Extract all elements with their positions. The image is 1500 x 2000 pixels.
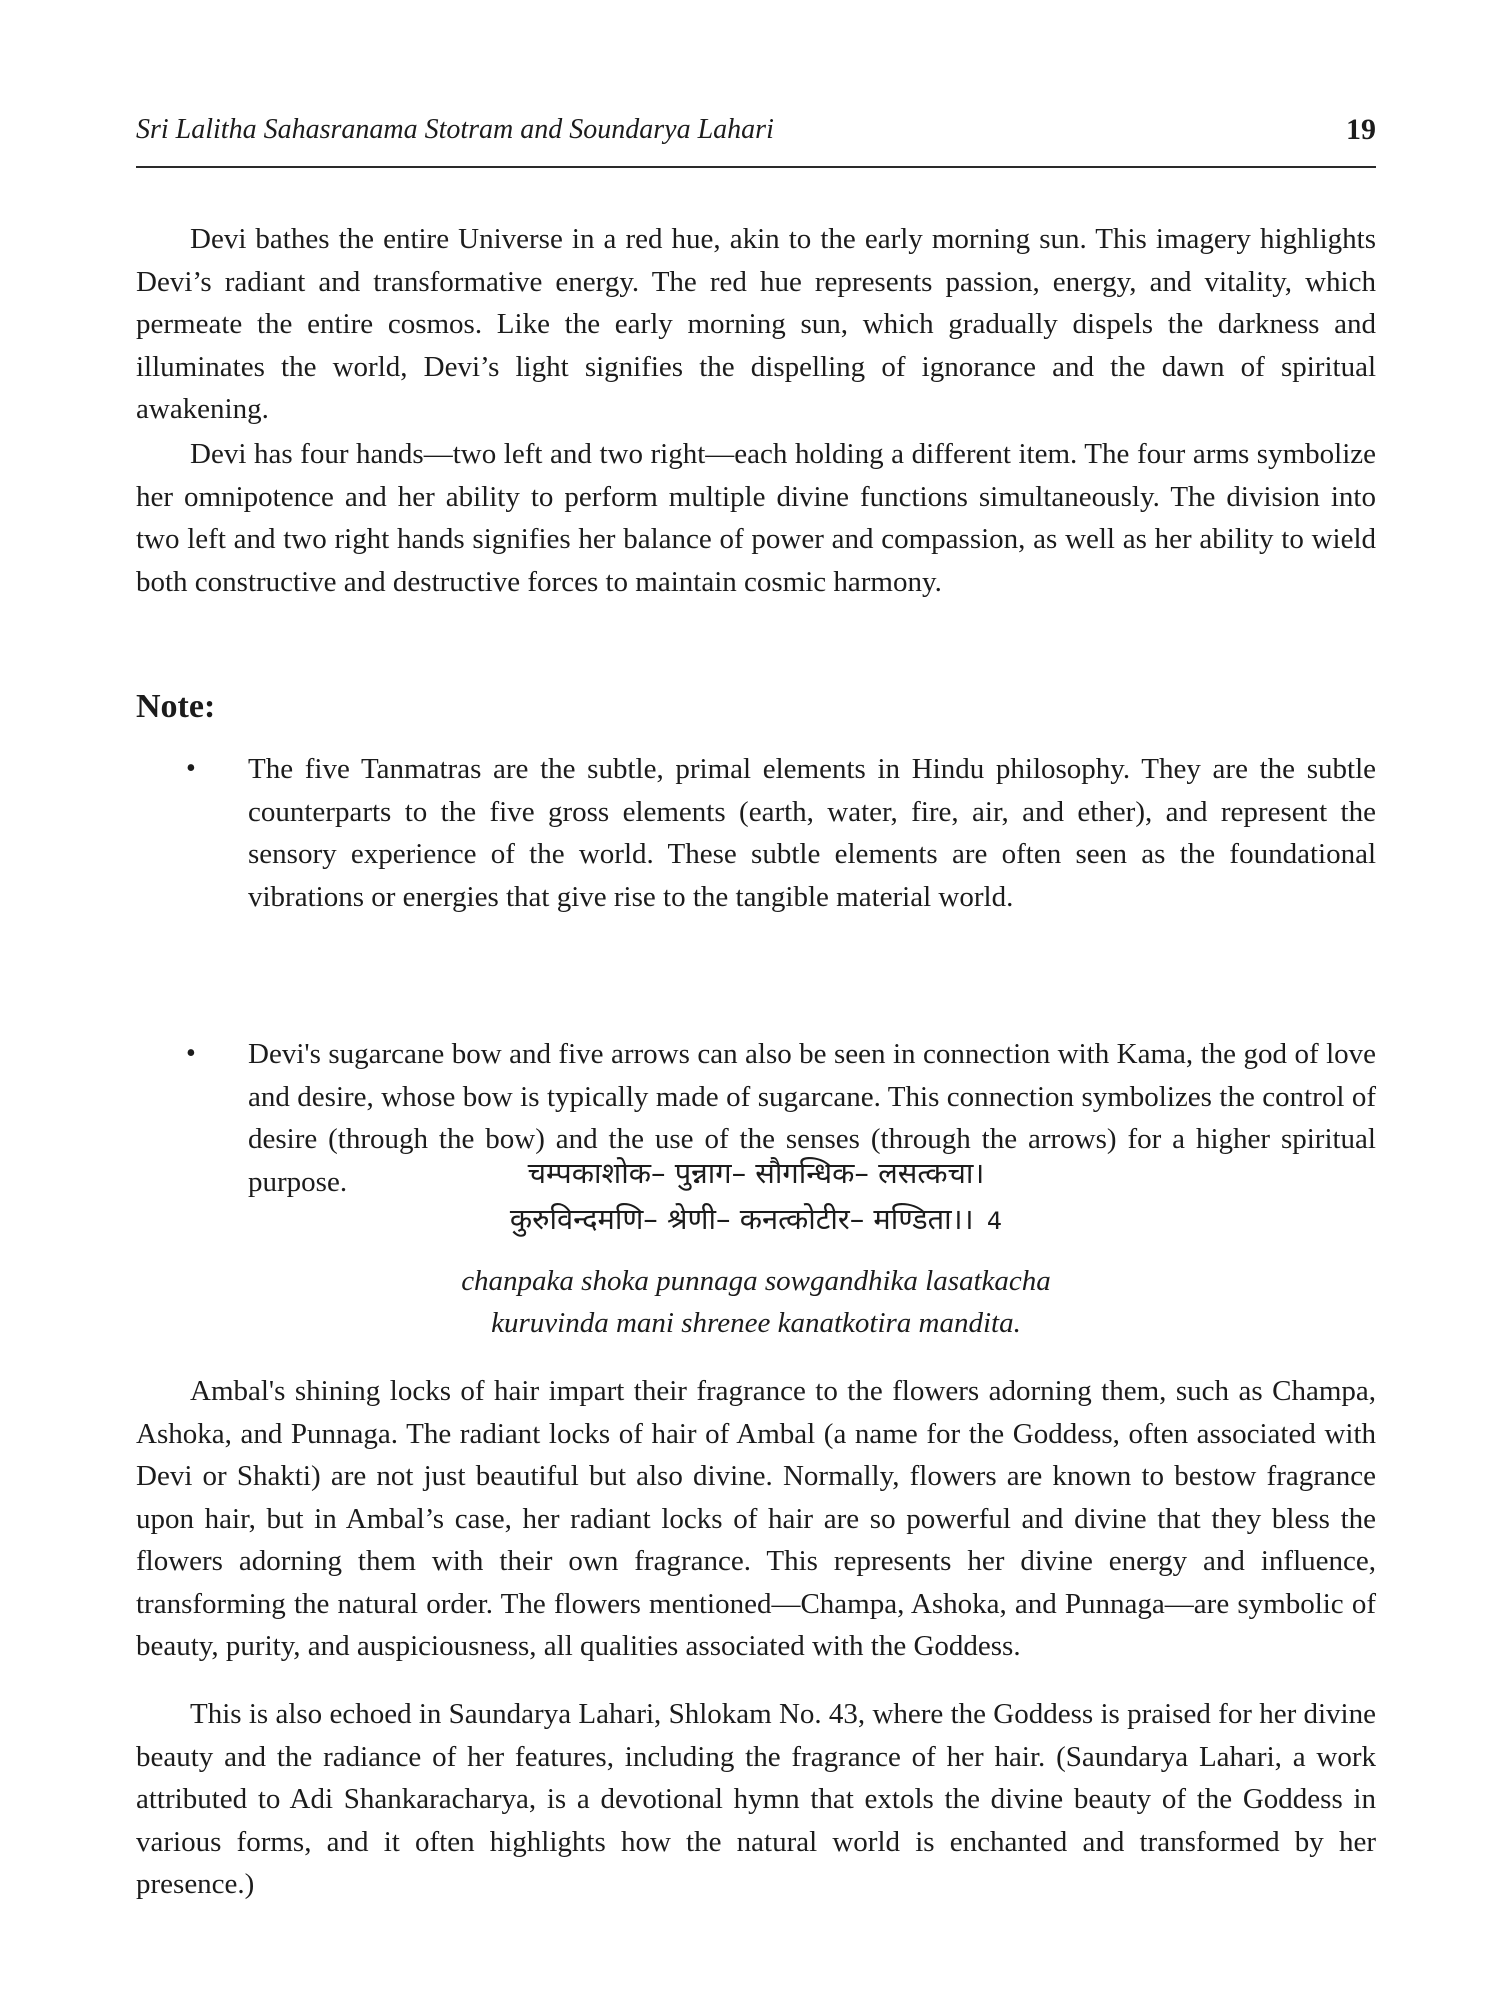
sanskrit-line-2-text: कुरुविन्दमणि– श्रेणी– कनत्कोटीर– मण्डिता।। [509,1202,974,1236]
bullet-point: • [186,1038,196,1069]
translit-line-1: chanpaka shoka punnaga sowgandhika lasatkacha [461,1265,1051,1297]
bullet-point: • [186,753,196,784]
header-divider [136,166,1376,168]
running-header [136,112,1376,162]
note-item-text: The five Tanmatras are the subtle, primal elements in Hindu philosophy. They are the subtle counterparts to the five gross elements (earth, water, fire, air, and ether), and represent the sensory experience of the world. These subtle elements are often seen as the foundational vibrations or energies that give rise to the tangible material world. [248,753,1376,913]
paragraph-saundarya-lahari: This is also echoed in Saundarya Lahari, Shlokam No. 43, where the Goddess is praised for her divine beauty and the radiance of her features, including the fragrance of her hair. (Saundarya Lahari, a work attributed to Adi Shankaracharya, is a devotional hymn that extols the divine beauty of the Goddess in various forms, and it often highlights how the natural world is enchanted and transformed by her presence.) [136,1698,1376,1900]
sanskrit-line-1: चम्पकाशोक– पुन्नाग– सौगन्धिक– लसत्कचा। [527,1156,985,1190]
book-title-header: Sri Lalitha Sahasranama Stotram and Soundarya Lahari [136,114,774,145]
page-number: 19 [1346,113,1376,146]
verse-number: 4 [986,1207,1003,1235]
sanskrit-line-2 [136,1196,1376,1244]
transliteration [136,1260,1376,1344]
paragraph-ambal-hair: Ambal's shining locks of hair impart their fragrance to the flowers adorning them, such as Champa, Ashoka, and Punnaga. The radiant locks of hair of Ambal (a name for the Goddess, often associated with Devi or Shakti) are not just beautiful but also divine. Normally, flowers are known to bestow fragrance upon hair, but in Ambal’s case, her radiant locks of hair are so powerful and divine that they bless the flowers adorning them with their own fragrance. This represents her divine energy and influence, transforming the natural order. The flowers mentioned—Champa, Ashoka, and Punnaga—are symbolic of beauty, purity, and auspiciousness, all qualities associated with the Goddess. [136,1375,1376,1662]
sanskrit-verse [136,1150,1376,1244]
note-list-item [136,748,1376,918]
note-item-text: Devi's sugarcane bow and five arrows can also be seen in connection with Kama, the god of love and desire, whose bow is typically made of sugarcane. This connection symbolizes the control of desire (through the bow) and the use of the senses (through the arrows) for a higher spiritual purpose. [248,1038,1376,1198]
note-heading: Note: [136,688,216,725]
paragraph-red-hue: Devi bathes the entire Universe in a red hue, akin to the early morning sun. This imagery highlights Devi’s radiant and transformative energy. The red hue represents passion, energy, and vitality, which permeate the entire cosmos. Like the early morning sun, which gradually dispels the darkness and illuminates the world, Devi’s light signifies the dispelling of ignorance and the dawn of spiritual awakening. [136,223,1376,425]
paragraph-four-hands: Devi has four hands—two left and two right—each holding a different item. The four arms symbolize her omnipotence and her ability to perform multiple divine functions simultaneously. The division into two left and two right hands signifies her balance of power and compassion, as well as her ability to wield both constructive and destructive forces to maintain cosmic harmony. [136,438,1376,598]
translit-line-2: kuruvinda mani shrenee kanatkotira mandita. [491,1307,1021,1339]
